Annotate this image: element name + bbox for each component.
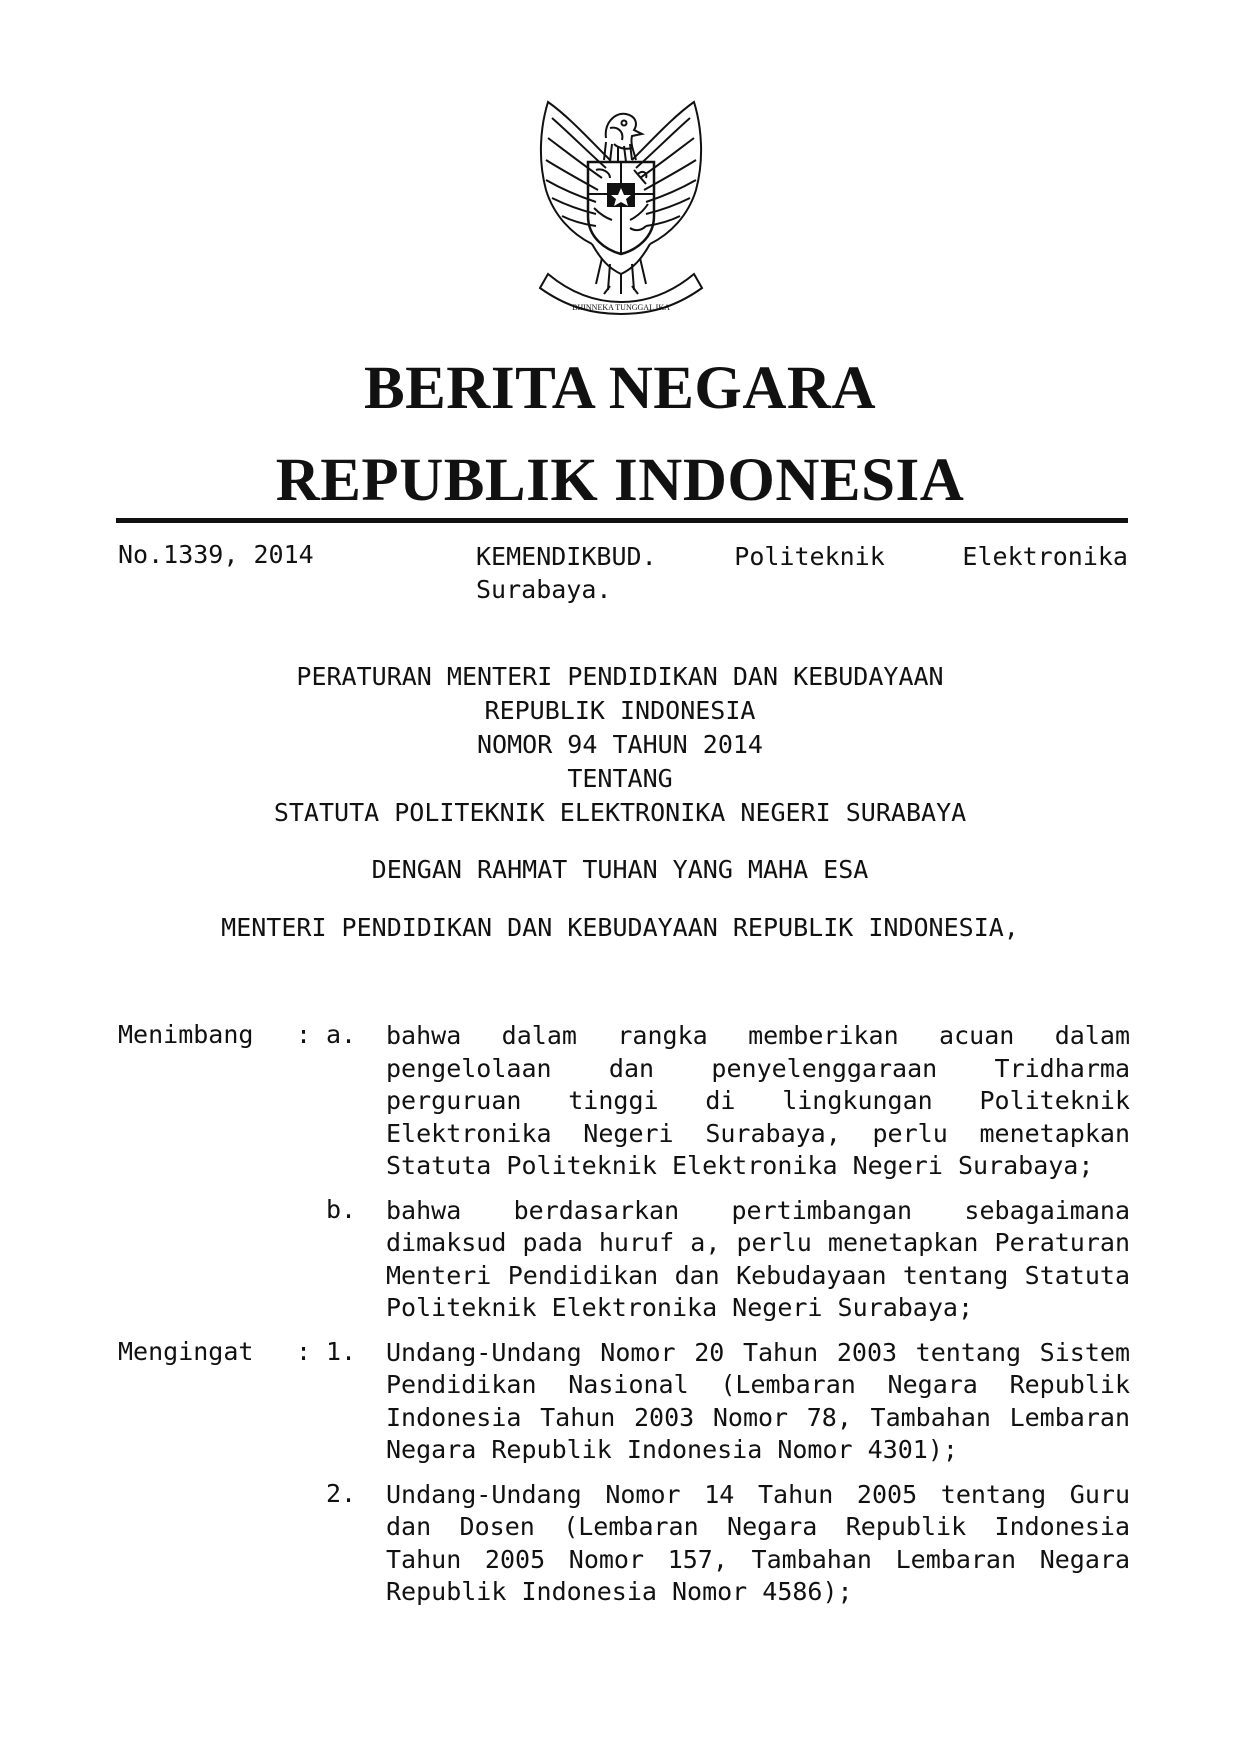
item-marker: 1.: [326, 1336, 357, 1366]
garuda-emblem-icon: [518, 98, 724, 316]
masthead-divider: [116, 518, 1128, 523]
section-label: Mengingat: [118, 1336, 254, 1366]
considerations-section: [118, 1020, 1130, 1609]
regulation-subject: STATUTA POLITEKNIK ELEKTRONIKA NEGERI SURABAYA: [273, 798, 967, 827]
motto-text: BHINNEKA TUNGGAL IKA: [572, 303, 670, 312]
invocation: DENGAN RAHMAT TUHAN YANG MAHA ESA: [371, 855, 869, 884]
section-colon: :: [296, 1020, 312, 1049]
masthead-subtitle: REPUBLIK INDONESIA: [275, 447, 965, 514]
issue-number: No.1339, 2014: [118, 540, 314, 569]
item-marker: b.: [326, 1194, 357, 1224]
item-text: Undang-Undang Nomor 14 Tahun 2005 tentang Guru dan Dosen (Lembaran Negara Republik Indonesia Tahun 2005 Nomor 157, Tambahan Lembaran Negara Republik Indonesia Nomor 4586);: [386, 1479, 1130, 1606]
item-marker: 2.: [326, 1478, 357, 1508]
section-label: Menimbang: [118, 1020, 254, 1049]
considerations-item: [118, 1020, 1130, 1183]
item-text: Undang-Undang Nomor 20 Tahun 2003 tentang Sistem Pendidikan Nasional (Lembaran Negara Republik Indonesia Tahun 2003 Nomor 78, Tambahan Lembaran Negara Republik Indonesia Nomor 4301);: [386, 1337, 1130, 1464]
considerations-item: [118, 1195, 1130, 1325]
summary-word: Politeknik: [734, 542, 885, 571]
summary-word: Elektronika: [962, 542, 1128, 571]
regulation-about: TENTANG: [567, 764, 673, 793]
regulation-number: NOMOR 94 TAHUN 2014: [477, 730, 763, 759]
masthead-title: BERITA NEGARA: [363, 355, 877, 422]
regulation-title-line: REPUBLIK INDONESIA: [484, 696, 756, 725]
item-marker: a.: [326, 1020, 357, 1049]
legal-basis-item: [118, 1337, 1130, 1467]
regulation-heading: [0, 660, 1240, 945]
item-text: bahwa dalam rangka memberikan acuan dalam pengelolaan dan penyelenggaraan Tridharma perguruan tinggi di lingkungan Politeknik Elektronika Negeri Surabaya, perlu menetapkan Statuta Politeknik Elektronika Negeri Surabaya;: [386, 1021, 1130, 1180]
summary-line: Surabaya.: [476, 575, 612, 604]
issuing-authority: MENTERI PENDIDIKAN DAN KEBUDAYAAN REPUBLIK INDONESIA,: [221, 913, 1019, 942]
issue-summary: [476, 540, 1128, 606]
summary-word: KEMENDIKBUD.: [476, 542, 657, 571]
regulation-title-line: PERATURAN MENTERI PENDIDIKAN DAN KEBUDAYAAN: [296, 662, 944, 691]
section-colon: :: [296, 1336, 312, 1366]
legal-basis-item: [118, 1479, 1130, 1609]
item-text: bahwa berdasarkan pertimbangan sebagaimana dimaksud pada huruf a, perlu menetapkan Peraturan Menteri Pendidikan dan Kebudayaan tentang Statuta Politeknik Elektronika Negeri Surabaya;: [386, 1195, 1130, 1322]
